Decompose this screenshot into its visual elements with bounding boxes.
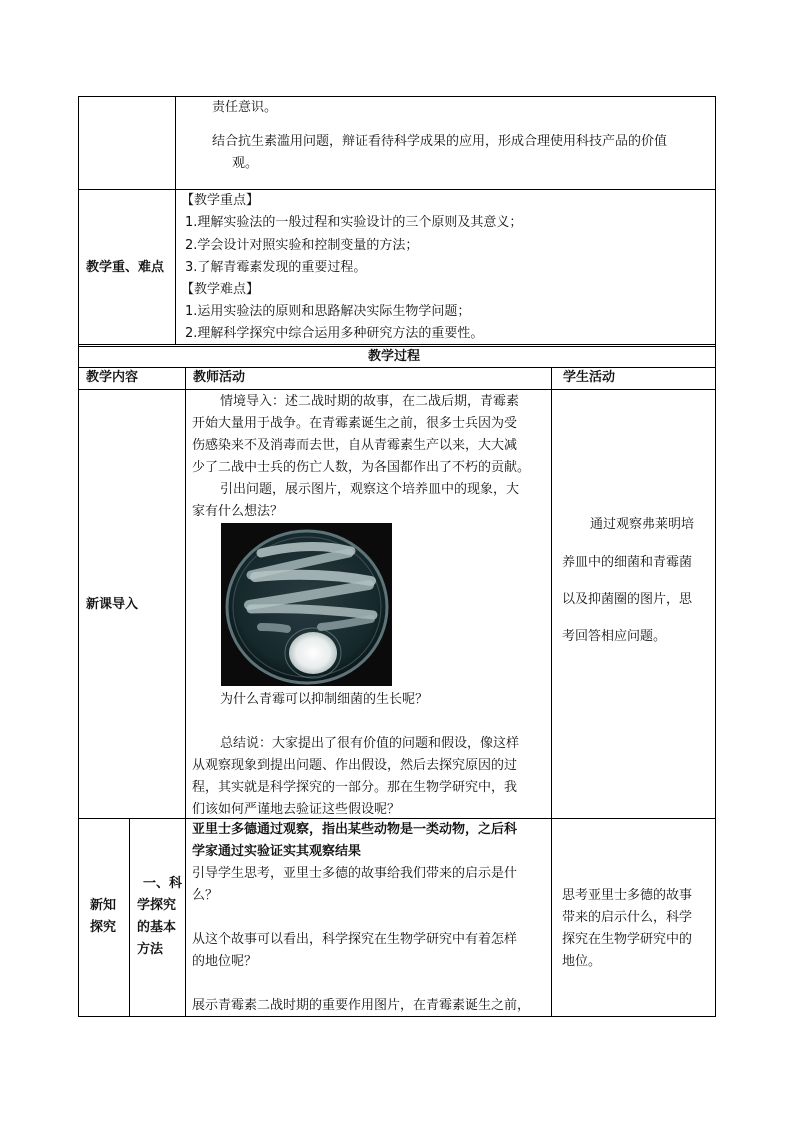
goal-text: 观。: [232, 156, 259, 171]
teacher-text: 开始大量用于战争。在青霉素诞生之前，很多士兵因为受: [192, 416, 518, 431]
explore-student-text: 地位。: [562, 954, 602, 969]
explore-teacher-text: 么？: [192, 888, 219, 903]
key-item: 1.理解实验法的一般过程和实验设计的三个原则及其意义；: [185, 215, 523, 230]
petri-dish-illustration: [221, 523, 392, 686]
summary-text: 总结说：大家提出了很有价值的问题和假设，像这样: [220, 736, 520, 751]
col-header-teacher: 教师活动: [193, 370, 246, 385]
row-divider: [78, 344, 716, 345]
explore-teacher-text: 的地位呢？: [192, 954, 258, 969]
explore-sub-label: 一、科: [143, 876, 183, 891]
focus-label: 教学重、难点: [86, 260, 165, 275]
explore-label: 探究: [90, 920, 117, 935]
difficulty-header: 【教学难点】: [181, 282, 260, 297]
student-text: 通过观察弗莱明培: [590, 517, 695, 532]
summary-text: 程，其实就是科学探究的一部分。那在生物学研究中，我: [192, 780, 518, 795]
col-divider: [185, 368, 186, 1017]
teacher-text: 情境导入：述二战时期的故事，在二战后期，青霉素: [220, 394, 520, 409]
explore-sub-label: 方法: [137, 942, 164, 957]
key-header: 【教学重点】: [181, 193, 260, 208]
explore-label: 新知: [90, 898, 117, 913]
col-divider: [129, 818, 130, 1017]
explore-sub-label: 的基本: [137, 920, 177, 935]
student-text: 考回答相应问题。: [562, 629, 667, 644]
explore-teacher-text: 从这个故事可以看出，科学探究在生物学研究中有着怎样: [192, 932, 518, 947]
explore-student-text: 思考亚里士多德的故事: [562, 888, 693, 903]
key-item: 2.学会设计对照实验和控制变量的方法；: [185, 238, 419, 253]
explore-bold-text: 亚里士多德通过观察，指出某些动物是一类动物，之后科: [192, 822, 518, 837]
explore-teacher-text: 引导学生思考，亚里士多德的故事给我们带来的启示是什: [192, 866, 518, 881]
process-title: 教学过程: [368, 349, 421, 364]
row-divider: [78, 189, 716, 190]
col-divider: [175, 96, 176, 345]
difficulty-item: 1.运用实验法的原则和思路解决实际生物学问题；: [185, 304, 471, 319]
summary-text: 们该如何严谨地去验证这些假设呢？: [192, 802, 401, 817]
difficulty-item: 2.理解科学探究中综合运用多种研究方法的重要性。: [185, 326, 484, 341]
row-divider: [78, 367, 716, 368]
col-divider: [551, 368, 552, 1017]
teacher-text: 少了二战中士兵的伤亡人数，为各国都作出了不朽的贡献。: [192, 460, 531, 475]
summary-text: 从观察现象到提出问题、作出假设，然后去探究原因的过: [192, 758, 518, 773]
key-item: 3.了解青霉素发现的重要过程。: [185, 260, 367, 275]
teacher-text: 引出问题，展示图片，观察这个培养皿中的现象，大: [220, 482, 520, 497]
teacher-text: 伤感染来不及消毒而去世，自从青霉素生产以来，大大减: [192, 438, 518, 453]
goal-text: 责任意识。: [212, 100, 278, 115]
explore-student-text: 带来的启示什么，科学: [562, 910, 693, 925]
col-header-student: 学生活动: [563, 370, 616, 385]
intro-label: 新课导入: [86, 597, 139, 612]
explore-teacher-text: 展示青霉素二战时期的重要作用图片，在青霉素诞生之前，: [192, 998, 531, 1013]
explore-student-text: 探究在生物学研究中的: [562, 932, 693, 947]
teacher-text: 家有什么想法？: [192, 504, 284, 519]
question-text: 为什么青霉可以抑制细菌的生长呢？: [220, 692, 429, 707]
explore-sub-label: 学探究: [137, 898, 177, 913]
col-header-content: 教学内容: [86, 370, 139, 385]
student-text: 养皿中的细菌和青霉菌: [562, 555, 693, 570]
student-text: 以及抑菌圈的图片，思: [562, 592, 693, 607]
explore-bold-text: 学家通过实验证实其观察结果: [192, 844, 362, 859]
row-divider: [78, 389, 716, 390]
petri-dish-image: [221, 523, 392, 686]
goal-text: 结合抗生素滥用问题，辩证看待科学成果的应用，形成合理使用科技产品的价值: [212, 134, 668, 149]
